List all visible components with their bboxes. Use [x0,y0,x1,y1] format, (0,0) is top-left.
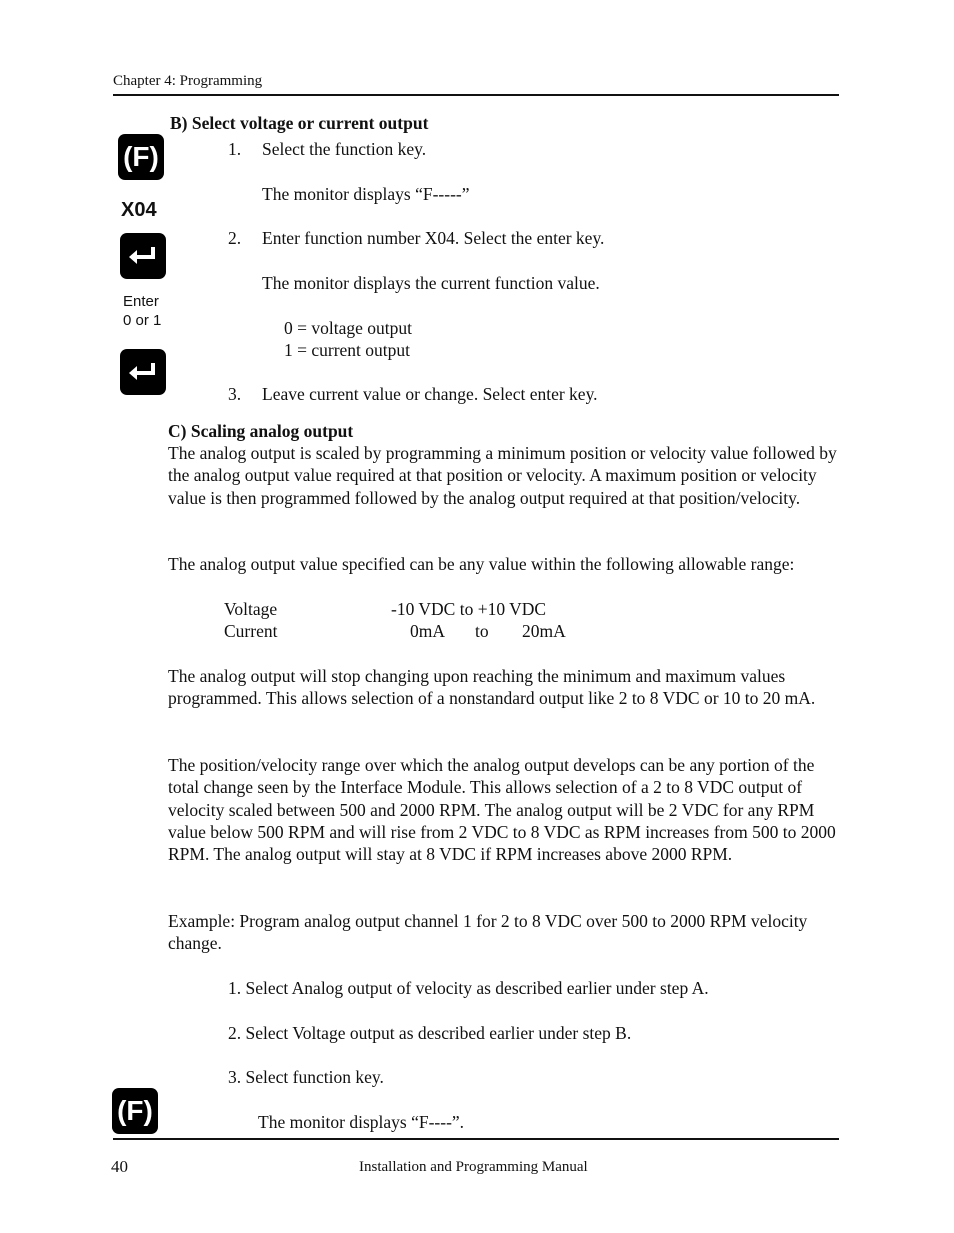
example-step: 3. Select function key. [228,1067,384,1087]
example-step: 2. Select Voltage output as described earlier under step B. [228,1023,632,1043]
range-current-label: Current [224,621,278,641]
step-result: The monitor displays “F-----” [262,184,470,204]
range-current-to: to [475,621,489,641]
paragraph: Example: Program analog output channel 1 for 2 to 8 VDC over 500 to 2000 RPM velocity change. [168,911,808,954]
header-rule [113,94,839,96]
example-step-result: The monitor displays “F----”. [258,1112,465,1132]
step-result: The monitor displays the current function value. [262,273,600,293]
function-key-label: (F) [117,1095,153,1126]
option-current: 1 = current output [284,340,411,360]
range-current-max: 20mA [522,621,566,641]
x04-label: X04 [121,199,157,221]
range-voltage-label: Voltage [224,599,278,619]
option-voltage: 0 = voltage output [284,318,412,338]
step-number: 3. [228,384,242,404]
step-text: Leave current value or change. Select enter key. [262,384,598,404]
zero-or-one-label: 0 or 1 [123,312,162,329]
step-text: Select the function key. [262,139,427,159]
example-step: 1. Select Analog output of velocity as described earlier under step A. [228,978,709,998]
function-key-icon [118,134,164,180]
paragraph: The analog output is scaled by programming a minimum position or velocity value followed by the analog output value required at that position or velocity. A maximum position or velocity value is then programmed followed by the analog output required at that position/velocity. [168,443,837,508]
enter-arrow-icon [127,245,159,267]
function-key-icon-2 [112,1088,158,1134]
range-current-min: 0mA [410,621,445,641]
enter-label: Enter [123,293,159,310]
enter-key-icon [120,233,166,279]
section-c-heading: C) Scaling analog output [168,421,354,441]
footer-title: Installation and Programming Manual [359,1159,588,1175]
function-key-label: (F) [123,141,159,172]
paragraph: The analog output will stop changing upon reaching the minimum and maximum values programmed. This allows selection of a nonstandard output like 2 to 8 VDC or 10 to 20 mA. [168,666,816,709]
step-text: Enter function number X04. Select the enter key. [262,228,605,248]
step-number: 1. [228,139,242,159]
page-number: 40 [111,1157,128,1176]
paragraph: The analog output value specified can be any value within the following allowable range: [168,554,795,574]
section-b-heading: B) Select voltage or current output [170,113,429,133]
step-number: 2. [228,228,242,248]
paragraph: The position/velocity range over which the analog output develops can be any portion of the total change seen by the Interface Module. This allows selection of a 2 to 8 VDC output of velocity scaled between 500 and 2000 RPM. The analog output will be 2 VDC for any RPM value below 500 RPM and will rise from 2 VDC to 8 VDC as RPM increases from 500 to 2000 RPM. The analog output will stay at 8 VDC if RPM increases above 2000 RPM. [168,755,836,865]
running-header: Chapter 4: Programming [113,73,263,89]
enter-key-icon-2 [120,349,166,395]
enter-arrow-icon [127,361,159,383]
footer-rule [113,1138,839,1140]
range-voltage-value: -10 VDC to +10 VDC [391,599,547,619]
